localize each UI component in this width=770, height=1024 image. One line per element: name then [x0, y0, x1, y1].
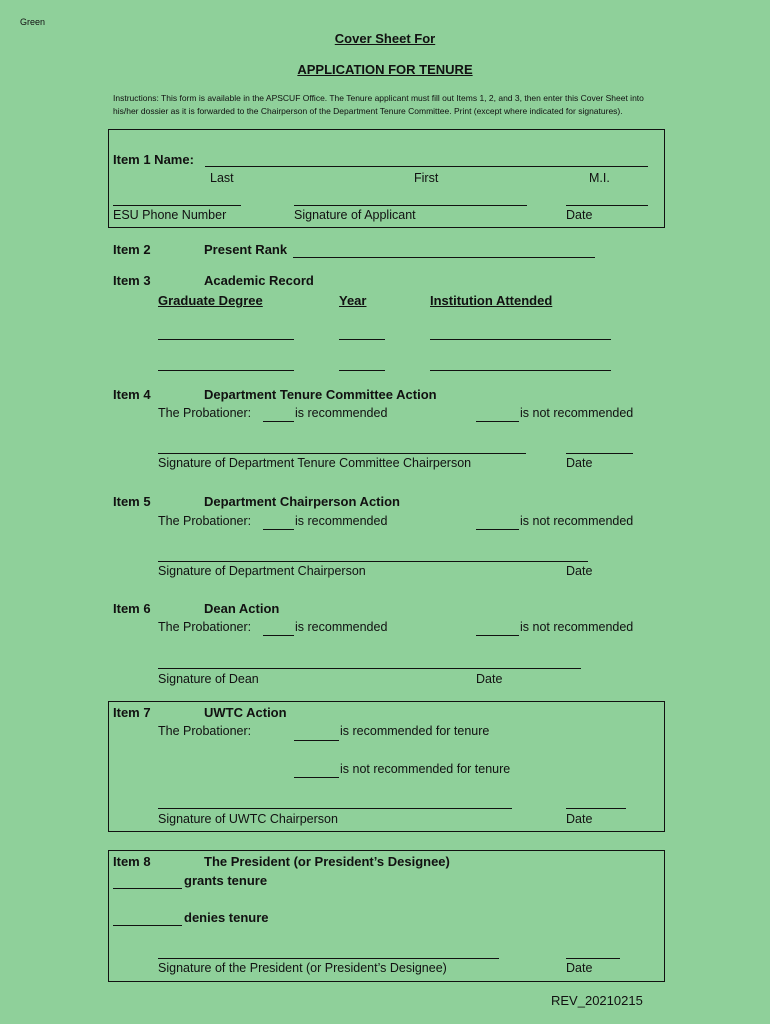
- item5-label: Item 5: [113, 494, 151, 509]
- item7-recommended-text: is recommended for tenure: [340, 724, 490, 738]
- item7-recommended-blank[interactable]: [294, 740, 339, 741]
- year-line-1[interactable]: [339, 339, 385, 340]
- denies-tenure-text: denies tenure: [184, 910, 269, 925]
- item8-label: Item 8: [113, 854, 151, 869]
- item1-date-caption: Date: [566, 208, 593, 222]
- phone-input-line[interactable]: [113, 205, 241, 206]
- year-line-2[interactable]: [339, 370, 385, 371]
- item5-signature-caption: Signature of Department Chairperson: [158, 564, 366, 578]
- page-title: Cover Sheet For: [334, 31, 436, 46]
- item6-not-recommended-blank[interactable]: [476, 635, 519, 636]
- applicant-signature-line[interactable]: [294, 205, 527, 206]
- instructions-text: Instructions: This form is available in the APSCUF Office. The Tenure applicant must fill out Items 1, 2, and 3, then enter this Cover Sheet into his/her dossier as it is forwarded to the Chairperson of the Department Tenure Committee. Print (except where indicated for signatures).: [113, 93, 644, 116]
- item4-recommended-blank[interactable]: [263, 421, 294, 422]
- item8-date-line[interactable]: [566, 958, 620, 959]
- item6-recommended-text: is recommended: [295, 620, 388, 634]
- item6-probationer-label: The Probationer:: [158, 620, 252, 634]
- president-heading: The President (or President’s Designee): [204, 854, 450, 869]
- item1-date-line[interactable]: [566, 205, 648, 206]
- phone-caption: ESU Phone Number: [113, 208, 227, 222]
- first-name-caption: First: [414, 171, 439, 185]
- item4-label: Item 4: [113, 387, 151, 402]
- item8-date-caption: Date: [566, 961, 593, 975]
- item6-date-caption: Date: [476, 672, 503, 686]
- item7-probationer-label: The Probationer:: [158, 724, 252, 738]
- item7-date-line[interactable]: [566, 808, 626, 809]
- last-name-caption: Last: [210, 171, 234, 185]
- academic-record-heading: Academic Record: [204, 273, 314, 288]
- year-header: Year: [339, 293, 367, 308]
- name-input-line[interactable]: [205, 166, 648, 167]
- institution-line-2[interactable]: [430, 370, 611, 371]
- color-label: Green: [20, 17, 46, 27]
- item4-probationer-label: The Probationer:: [158, 406, 252, 420]
- item8-signature-line[interactable]: [158, 958, 499, 959]
- item6-label: Item 6: [113, 601, 151, 616]
- item6-recommended-blank[interactable]: [263, 635, 294, 636]
- applicant-signature-caption: Signature of Applicant: [294, 208, 416, 222]
- degree-line-2[interactable]: [158, 370, 294, 371]
- item4-date-caption: Date: [566, 456, 593, 470]
- item7-not-recommended-text: is not recommended for tenure: [340, 762, 511, 776]
- institution-header: Institution Attended: [430, 293, 553, 308]
- grants-tenure-text: grants tenure: [184, 873, 268, 888]
- item7-signature-caption: Signature of UWTC Chairperson: [158, 812, 338, 826]
- uwtc-heading: UWTC Action: [204, 705, 287, 720]
- page-subtitle: APPLICATION FOR TENURE: [297, 62, 473, 77]
- item3-label: Item 3: [113, 273, 151, 288]
- item6-signature-line[interactable]: [158, 668, 581, 669]
- item4-not-recommended-blank[interactable]: [476, 421, 519, 422]
- item1-label: Item 1 Name:: [113, 152, 194, 167]
- item5-not-recommended-text: is not recommended: [520, 514, 634, 528]
- item4-not-recommended-text: is not recommended: [520, 406, 634, 420]
- item7-label: Item 7: [113, 705, 151, 720]
- dean-heading: Dean Action: [204, 601, 280, 616]
- graduate-degree-header: Graduate Degree: [158, 293, 263, 308]
- item4-signature-line[interactable]: [158, 453, 526, 454]
- item4-signature-caption: Signature of Department Tenure Committee Chairperson: [158, 456, 472, 470]
- grants-tenure-blank[interactable]: [113, 888, 182, 889]
- item7-date-caption: Date: [566, 812, 593, 826]
- item5-date-caption: Date: [566, 564, 593, 578]
- item5-probationer-label: The Probationer:: [158, 514, 252, 528]
- item4-date-line[interactable]: [566, 453, 633, 454]
- item4-recommended-text: is recommended: [295, 406, 388, 420]
- item5-recommended-text: is recommended: [295, 514, 388, 528]
- denies-tenure-blank[interactable]: [113, 925, 182, 926]
- item2-label: Item 2: [113, 242, 151, 257]
- item5-not-recommended-blank[interactable]: [476, 529, 519, 530]
- degree-line-1[interactable]: [158, 339, 294, 340]
- present-rank-line[interactable]: [293, 257, 595, 258]
- item7-not-recommended-blank[interactable]: [294, 777, 339, 778]
- item5-recommended-blank[interactable]: [263, 529, 294, 530]
- item8-signature-caption: Signature of the President (or President’s Designee): [158, 961, 447, 975]
- mi-caption: M.I.: [589, 171, 610, 185]
- institution-line-1[interactable]: [430, 339, 611, 340]
- item5-signature-line[interactable]: [158, 561, 588, 562]
- dept-committee-heading: Department Tenure Committee Action: [204, 387, 437, 402]
- item7-signature-line[interactable]: [158, 808, 512, 809]
- item6-not-recommended-text: is not recommended: [520, 620, 634, 634]
- dept-chair-heading: Department Chairperson Action: [204, 494, 400, 509]
- revision-code: REV_20210215: [551, 993, 643, 1008]
- item6-signature-caption: Signature of Dean: [158, 672, 259, 686]
- present-rank-label: Present Rank: [204, 242, 288, 257]
